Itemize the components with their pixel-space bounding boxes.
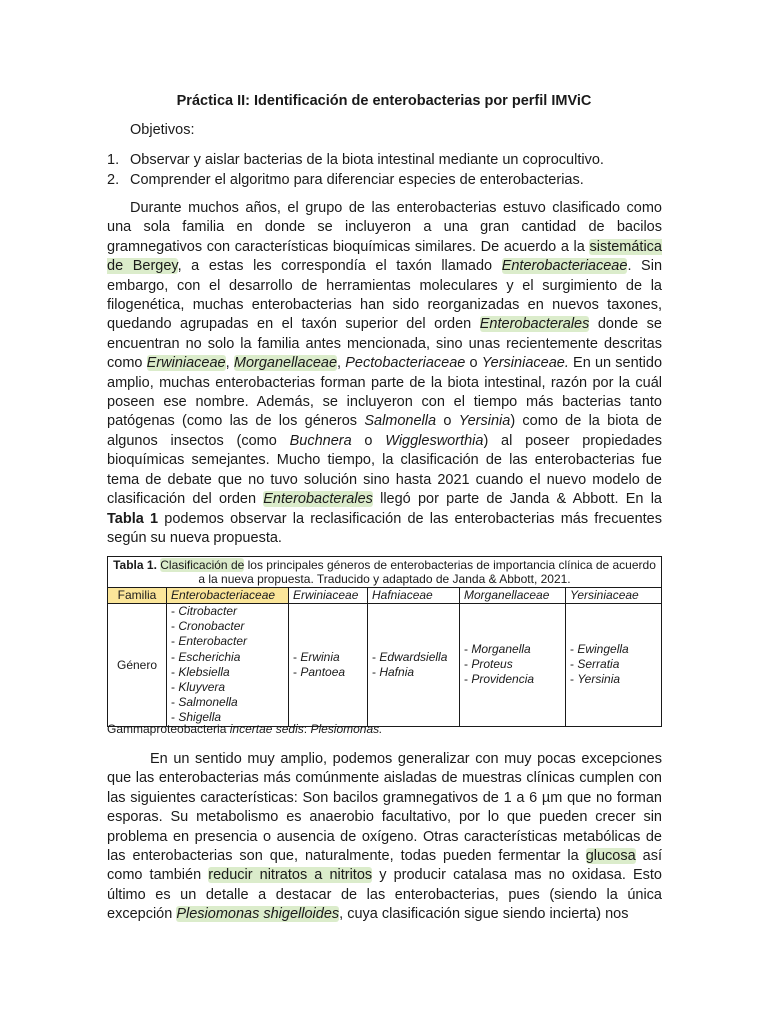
list-item: - Morganella	[464, 642, 561, 657]
header-cell: Yersiniaceae	[566, 588, 662, 604]
list-item: - Cronobacter	[171, 619, 284, 634]
table-cell	[167, 604, 289, 727]
list-item: - Shigella	[171, 710, 284, 725]
header-cell: Morganellaceae	[460, 588, 566, 604]
table-cell	[289, 604, 368, 727]
list-item: - Escherichia	[171, 650, 284, 665]
highlight: Erwiniaceae	[146, 355, 226, 372]
highlight: Enterobacterales	[479, 316, 590, 333]
list-item: - Yersinia	[570, 672, 657, 687]
list-item: - Citrobacter	[171, 604, 284, 619]
list-item: - Providencia	[464, 672, 561, 687]
list-item: - Kluyvera	[171, 680, 284, 695]
list-item: - Klebsiella	[171, 665, 284, 680]
header-cell: Familia	[108, 588, 167, 604]
header-cell: Enterobacteriaceae	[167, 588, 289, 604]
table-footnote: Gammaproteobacteria incertae sedis: Plesiomonas.	[107, 722, 383, 736]
highlight: glucosa	[585, 848, 636, 865]
header-cell: Erwiniaceae	[289, 588, 368, 604]
table-cell	[566, 604, 662, 727]
highlight: Morganellaceae	[233, 355, 338, 372]
table-caption: Tabla 1. Clasificación de los principales géneros de enterobacterias de importancia clínica de acuerdo a la nueva propuesta. Traducido y adaptado de Janda & Abbott, 2021.	[108, 557, 662, 588]
highlight: Enterobacterales	[263, 491, 373, 508]
table-row	[108, 604, 662, 727]
list-item: - Serratia	[570, 657, 657, 672]
list-item: - Ewingella	[570, 642, 657, 657]
list-item: - Enterobacter	[171, 634, 284, 649]
list-item: - Salmonella	[171, 695, 284, 710]
table-cell	[460, 604, 566, 727]
objectives-list	[107, 150, 604, 190]
list-item: 2. Comprender el algoritmo para diferenciar especies de enterobacterias.	[107, 172, 584, 188]
highlight: Enterobacteriaceae	[501, 258, 628, 275]
paragraph-intro: Durante muchos años, el grupo de las enterobacterias estuvo clasificado como una sola familia en donde se incluyeron a una gran cantidad de bacilos gramnegativos con características bioquímicas similares. De acuerdo a la sistemática de Bergey, a estas les correspondía el taxón llamado Enterobacteriaceae. Sin embargo, con el desarrollo de herramientas moleculares y el surgimiento de la filogenética, muchas enterobacterias han sido reorganizadas en nuevos taxones, quedando agrupadas en el taxón superior del orden Enterobacterales donde se encuentran no solo la familia antes mencionada, sino unas recientemente descritas como Erwiniaceae, Morganellaceae, Pectobacteriaceae o Yersiniaceae. En un sentido amplio, muchas enterobacterias forman parte de la biota intestinal, razón por la cuál poseen ese nombre. Además, se incluyeron con el tiempo más bacterias tanto patógenas (como las de los géneros Salmonella o Yersinia) como de la biota de algunos insectos (como Buchnera o Wigglesworthia) al poseer propiedades bioquímicas semejantes. Mucho tiempo, la clasificación de las enterobacterias fue tema de debate que no tuvo solución sino hasta 2021 cuando el nuevo modelo de clasificación del orden Enterobacterales llegó por parte de Janda & Abbott. En la Tabla 1 podemos observar la reclasificación de las enterobacterias más frecuentes según su nueva propuesta.	[107, 200, 663, 546]
highlight: Plesiomonas shigelloides	[176, 906, 340, 923]
list-item: - Erwinia	[293, 650, 363, 665]
paragraph-characteristics: En un sentido muy amplio, podemos generalizar con muy pocas excepciones que las enterobacterias más comúnmente aisladas de muestras clínicas cumplen con las siguientes características: Son bacilos gramnegativos de 1 a 6 µm que no forman esporas. Su metabolismo es anaerobio facultativo, por lo que pueden crecer sin problema en presencia o ausencia de oxígeno. Otras características metabólicas de las enterobacterias son que, naturalmente, todas pueden fermentar la glucosa así como también reducir nitratos a nitritos y producir catalasa mas no oxidasa. Esto último es un detalle a destacar de las enterobacterias, pues (siendo la única excepción Plesiomonas shigelloides, cuya clasificación sigue siendo incierta) nos	[107, 751, 663, 923]
header-cell: Hafniaceae	[368, 588, 460, 604]
list-item: - Hafnia	[372, 665, 455, 680]
list-item: - Edwardsiella	[372, 650, 455, 665]
list-item: - Proteus	[464, 657, 561, 672]
highlight: reducir nitratos a nitritos	[208, 867, 373, 884]
table-header-row	[108, 588, 662, 604]
page-title: Práctica II: Identificación de enterobacterias por perfil IMViC	[176, 93, 592, 109]
objectives-heading: Objetivos:	[130, 122, 195, 138]
highlight: sistemática de Bergey	[107, 238, 662, 275]
row-label: Género	[108, 604, 167, 727]
classification-table	[107, 556, 662, 727]
list-item: 1. Observar y aislar bacterias de la biota intestinal mediante un coprocultivo.	[107, 152, 604, 168]
list-item: - Pantoea	[293, 665, 363, 680]
table-cell	[368, 604, 460, 727]
